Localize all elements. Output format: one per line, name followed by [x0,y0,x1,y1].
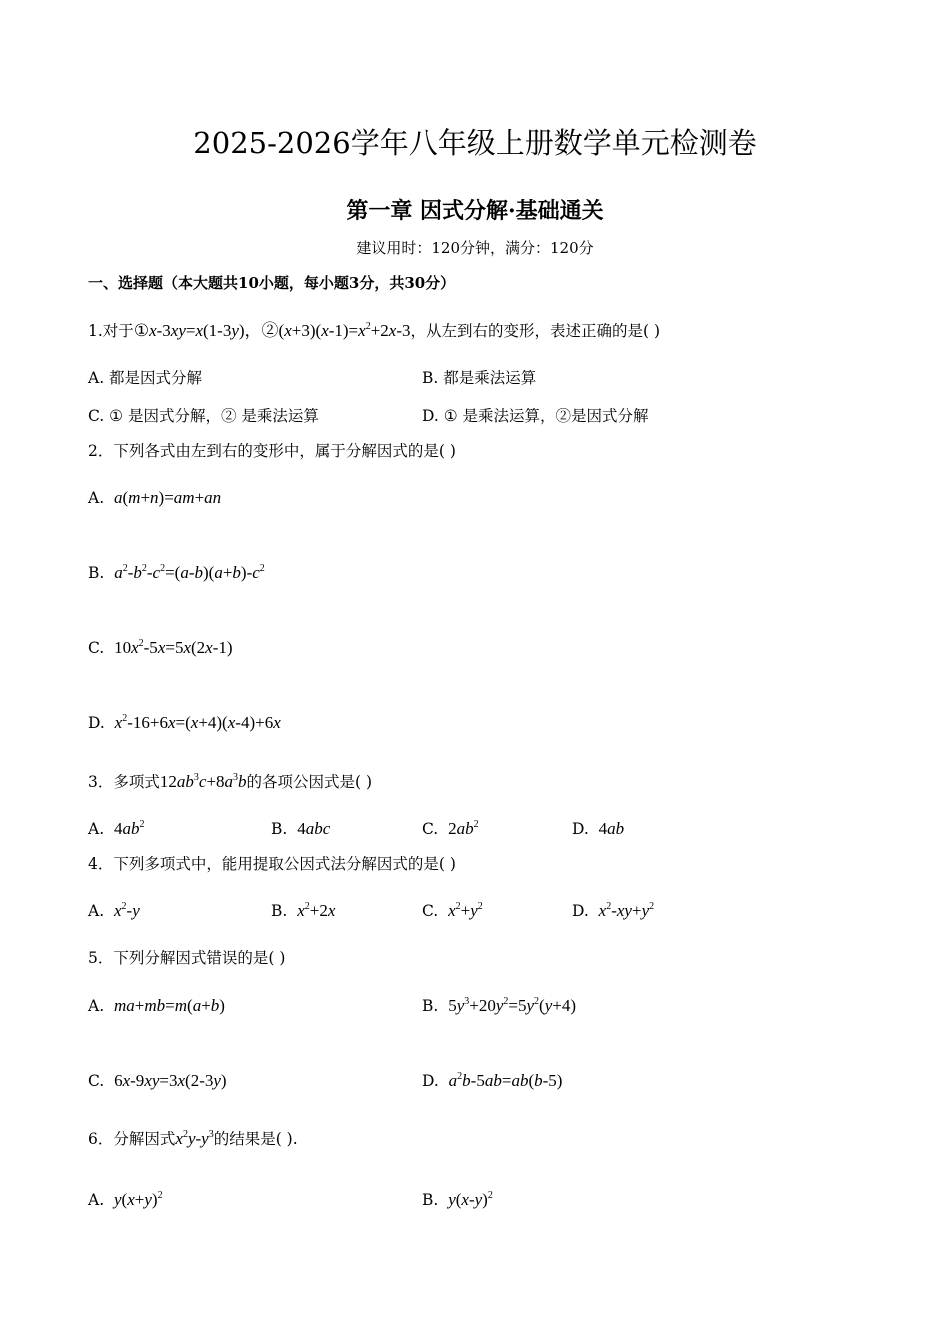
question-number: 6． [88,1130,114,1148]
math-expression: $5y^3+20y^2=5y^2(y+4)$ [448,996,576,1015]
math-expression: 4abc [297,819,331,838]
option-d[interactable] [422,1070,562,1092]
math-expression: $2ab^2$ [448,819,479,838]
math-expression: $x^2-xy+y^2$ [598,901,655,920]
question-prefix: 多项式 [113,773,160,791]
math-expression: $x^2+y^2$ [448,901,483,920]
math-expression: $x^2-y$ [113,901,140,920]
math-expression: $a^2-b^2-c^2=(a-b)(a+b)-c^2$ [114,563,265,582]
question-text: 下列分解因式错误的是( ) [113,949,286,967]
math-expression: $x^2+2x$ [297,901,336,920]
option-label: B. [422,997,439,1015]
math-expression: ①x-3xy=x(1-3y)，$②(x+3)(x-1)=x^2+2x-3$ [133,321,411,340]
math-expression: ma+mb=m(a+b) [113,996,225,1015]
math-expression: a(m+n)=am+an [113,488,222,507]
question-prefix: 对于 [102,322,134,340]
option-a[interactable] [88,995,225,1017]
question-1 [88,320,660,342]
option-d[interactable]: D. ① 是乘法运算，②是因式分解 [422,407,649,425]
option-label: C. [422,902,439,920]
math-expression: $x^2-16+6x=(x+4)(x-4)+6x$ [114,713,281,732]
question-suffix: 的各项公因式是( ) [246,773,373,791]
option-c[interactable] [422,818,479,840]
option-c[interactable] [88,1070,227,1092]
time-score-note: 建议用时：120分钟，满分：120分 [356,239,594,257]
math-expression: $12ab^3c+8a^3b$ [159,772,247,791]
option-label: A. [88,997,105,1015]
option-d[interactable] [88,712,281,734]
math-expression: $10x^2-5x=5x(2x-1)$ [114,638,233,657]
option-label: D. [422,1072,439,1090]
option-label: C. [88,639,105,657]
question-number: 5． [88,949,114,967]
option-a[interactable] [88,487,221,509]
question-5 [88,947,285,969]
option-c[interactable]: C. ① 是因式分解，② 是乘法运算 [88,407,319,425]
option-b[interactable] [422,995,576,1017]
option-label: B. [422,1191,439,1209]
question-6 [88,1128,298,1150]
question-text: 下列各式由左到右的变形中，属于分解因式的是( ) [113,442,456,460]
option-c[interactable] [88,637,233,659]
option-b[interactable] [88,562,265,584]
question-number: 2． [88,442,114,460]
option-label: A. [88,820,105,838]
option-label: D. [572,820,589,838]
math-expression: $4ab^2$ [113,819,145,838]
question-number: 4． [88,855,114,873]
option-label: C. [422,820,439,838]
option-a[interactable] [88,818,144,840]
page-title: 2025-2026学年八年级上册数学单元检测卷 [193,126,757,160]
option-label: C. [88,1072,105,1090]
question-prefix: 分解因式 [113,1130,176,1148]
math-expression: 6x-9xy=3x(2-3y) [114,1071,227,1090]
option-b[interactable] [422,1189,493,1211]
section-heading: 一、选择题（本大题共10小题，每小题3分，共30分） [88,274,456,292]
question-2 [88,440,456,462]
option-label: A. [88,489,105,507]
question-text: 下列多项式中，能用提取公因式法分解因式的是( ) [113,855,456,873]
math-expression: $x^2y-y^3$ [175,1129,214,1148]
option-label: A. [88,902,105,920]
option-label: D. [88,714,105,732]
math-expression: $a^2b-5ab=ab(b-5)$ [448,1071,563,1090]
option-a[interactable] [88,900,140,922]
option-d[interactable] [572,900,654,922]
question-3 [88,771,372,793]
option-b[interactable] [271,818,330,840]
option-d[interactable] [572,818,624,840]
math-expression: 4ab [598,819,625,838]
option-label: A. [88,1191,105,1209]
question-suffix: 的结果是( ). [213,1130,298,1148]
question-suffix: ，从左到右的变形，表述正确的是( ) [410,322,661,340]
option-label: B. [88,564,105,582]
chapter-title: 第一章 因式分解·基础通关 [346,198,604,224]
option-a[interactable] [88,1189,163,1211]
question-4 [88,853,456,875]
question-number: 1. [88,322,103,340]
option-c[interactable] [422,900,483,922]
option-label: D. [572,902,589,920]
option-a[interactable]: A. 都是因式分解 [88,369,203,387]
option-label: B. [271,902,288,920]
option-b[interactable]: B. 都是乘法运算 [422,369,537,387]
option-label: B. [271,820,288,838]
question-number: 3． [88,773,114,791]
option-b[interactable] [271,900,335,922]
math-expression: $y(x-y)^2$ [448,1190,493,1209]
math-expression: $y(x+y)^2$ [113,1190,163,1209]
